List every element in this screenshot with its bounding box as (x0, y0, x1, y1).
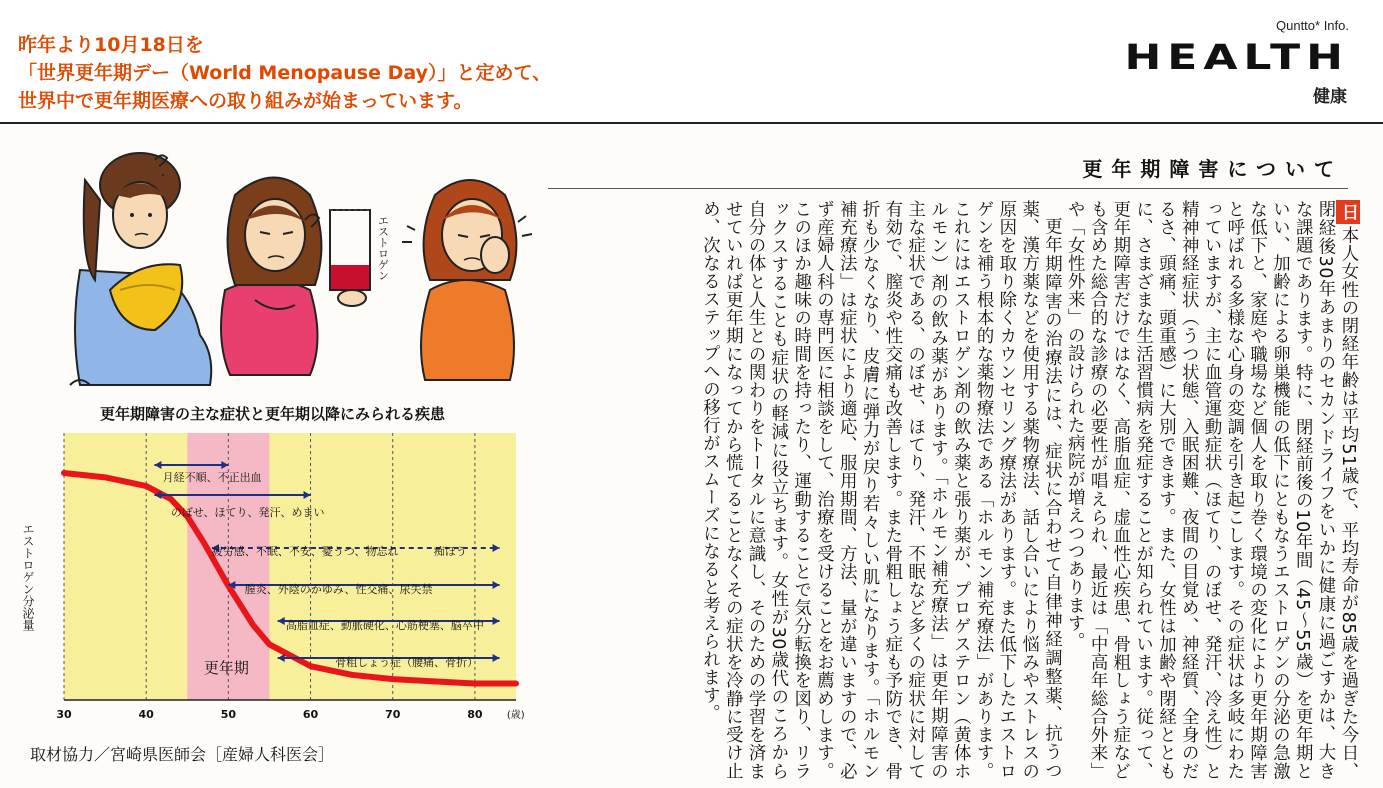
article-body (548, 200, 1360, 780)
symptom-label: 痴ほう (433, 545, 467, 558)
brand-kanji: 健康 (1313, 87, 1347, 107)
lead-line-1: 昨年より10月18日を (18, 34, 204, 56)
x-axis-unit: (歳) (506, 710, 525, 721)
article-paragraph-1 (1062, 200, 1360, 780)
symptom-label: 高脂血症、動脈硬化、心筋梗塞、脳卒中 (285, 619, 484, 632)
x-tick-label: 40 (138, 708, 154, 721)
x-tick-label: 70 (385, 708, 401, 721)
initial-letter: 日 (1336, 200, 1360, 224)
y-axis-label: エストロゲン分泌量 (21, 523, 35, 631)
credit-line: 取材協力／宮崎県医師会［産婦人科医会］ (30, 745, 335, 764)
lead-line-2: 「世界更年期デー（World Menopause Day）」と定めて、 (18, 62, 552, 84)
x-tick-label: 80 (467, 708, 483, 721)
brand-title: HEALTH (1124, 38, 1349, 78)
menopause-band-label: 更年期 (203, 659, 249, 677)
symptom-label: 骨粗しょう症（腰痛、骨折） (335, 656, 479, 669)
chart-title: 更年期障害の主な症状と更年期以降にみられる疾患 (100, 405, 446, 423)
paragraph-1-text: 本人女性の閉経年齢は平均51歳で、平均寿命が85歳を過ぎた今日、閉経後30年あまりのセカンドライフをいかに健康に過ごすかは、大きな課題であります。特に、閉経前後の10年間（45〜55歳）を更年期といい、加齢による卵巣機能の低下にともなうエストロゲンの分泌の急激な低下と、家庭や職場など個人を取り巻く環境の変化により更年期障害と呼ばれる多様な心身の変調を引き起こします。その症状は多岐にわたっていますが、主に血管運動症状（ほてり、のぼせ、発汗、冷え性）と精神神経症状（うつ状態、入眠困難、夜間の目覚め、神経質、全身のだるさ、頭痛、頭重感）に大別できます。また、女性は加齢や閉経とともに、さまざまな生活習慣病を発症することが知られています。従って、更年期障害だけではなく、高脂血症、虚血性心疾患、骨粗しょう症なども含めた総合的な診療の必要性が唱えられ、最近は「中高年総合外来」や「女性外来」の設けられた病院が増えつつあります。 (1064, 200, 1358, 780)
brand-subtitle: Quntto* Info. (1276, 18, 1349, 33)
symptom-label: 月経不順、不正出血 (162, 471, 262, 484)
x-tick-label: 60 (302, 708, 319, 721)
article-paragraph-2: 更年期障害の治療法には、症状に合わせて自律神経調整薬、抗うつ薬、漢方薬などを使用する薬物療法、話し合いにより悩みやストレスの原因を取り除くカウンセリング療法があります。また低下したエストロゲンを補う根本的な薬物療法である「ホルモン補充療法」があります。これにはエストロゲン剤の飲み薬と張り薬が、プロゲステロン（黄体ホルモン）剤の飲み薬があります。「ホルモン補充療法」は更年期障害の主な症状である、のぼせ、ほてり、発汗、不眠など多くの症状に対して有効で、膣炎や性交痛も改善します。また骨粗しょう症も予防でき、骨折も少なくなり、皮膚に弾力が戻り若々しい肌になります。「ホルモン補充療法」は症状により適応、服用期間、方法、量が違いますので、必ず産婦人科の専門医に相談をして、治療を受けることをお薦めします。このほか趣味の時間を持ったり、運動することで気分転換を図り、リラックスすることも症状の軽減に役立ちます。女性が30歳代のころから自分の体と人生との関わりをトータルに意識し、そのための学習を済ませていれば更年期になってから慌てることなくその症状を冷静に受け止め、次なるステップへの移行がスムーズになると考えられます。 (699, 200, 1062, 780)
x-tick-label: 50 (220, 708, 237, 721)
symptom-label: のぼせ、ほてり、発汗、めまい (170, 506, 325, 519)
article-title: 更年期障害について (1082, 157, 1343, 181)
flask-label: エストロゲン (376, 215, 390, 281)
x-tick-label: 30 (56, 708, 72, 721)
woman-with-hot-flash-figure (402, 180, 532, 380)
title-rule (548, 188, 1348, 189)
symptom-label: 疲労感、不眠、不安、憂うつ、物忘れ (211, 545, 399, 558)
lead-line-3: 世界中で更年期医療への取り組みが始まっています。 (18, 90, 473, 112)
illustration-women (40, 140, 540, 395)
page-header (0, 0, 1383, 124)
kneeling-woman-figure (70, 153, 211, 385)
brand-block (1109, 18, 1349, 114)
symptom-label: 膣炎、外陰のかゆみ、性交痛、尿失禁 (244, 583, 433, 596)
woman-with-flask-figure (221, 178, 390, 376)
estrogen-chart (20, 425, 530, 735)
